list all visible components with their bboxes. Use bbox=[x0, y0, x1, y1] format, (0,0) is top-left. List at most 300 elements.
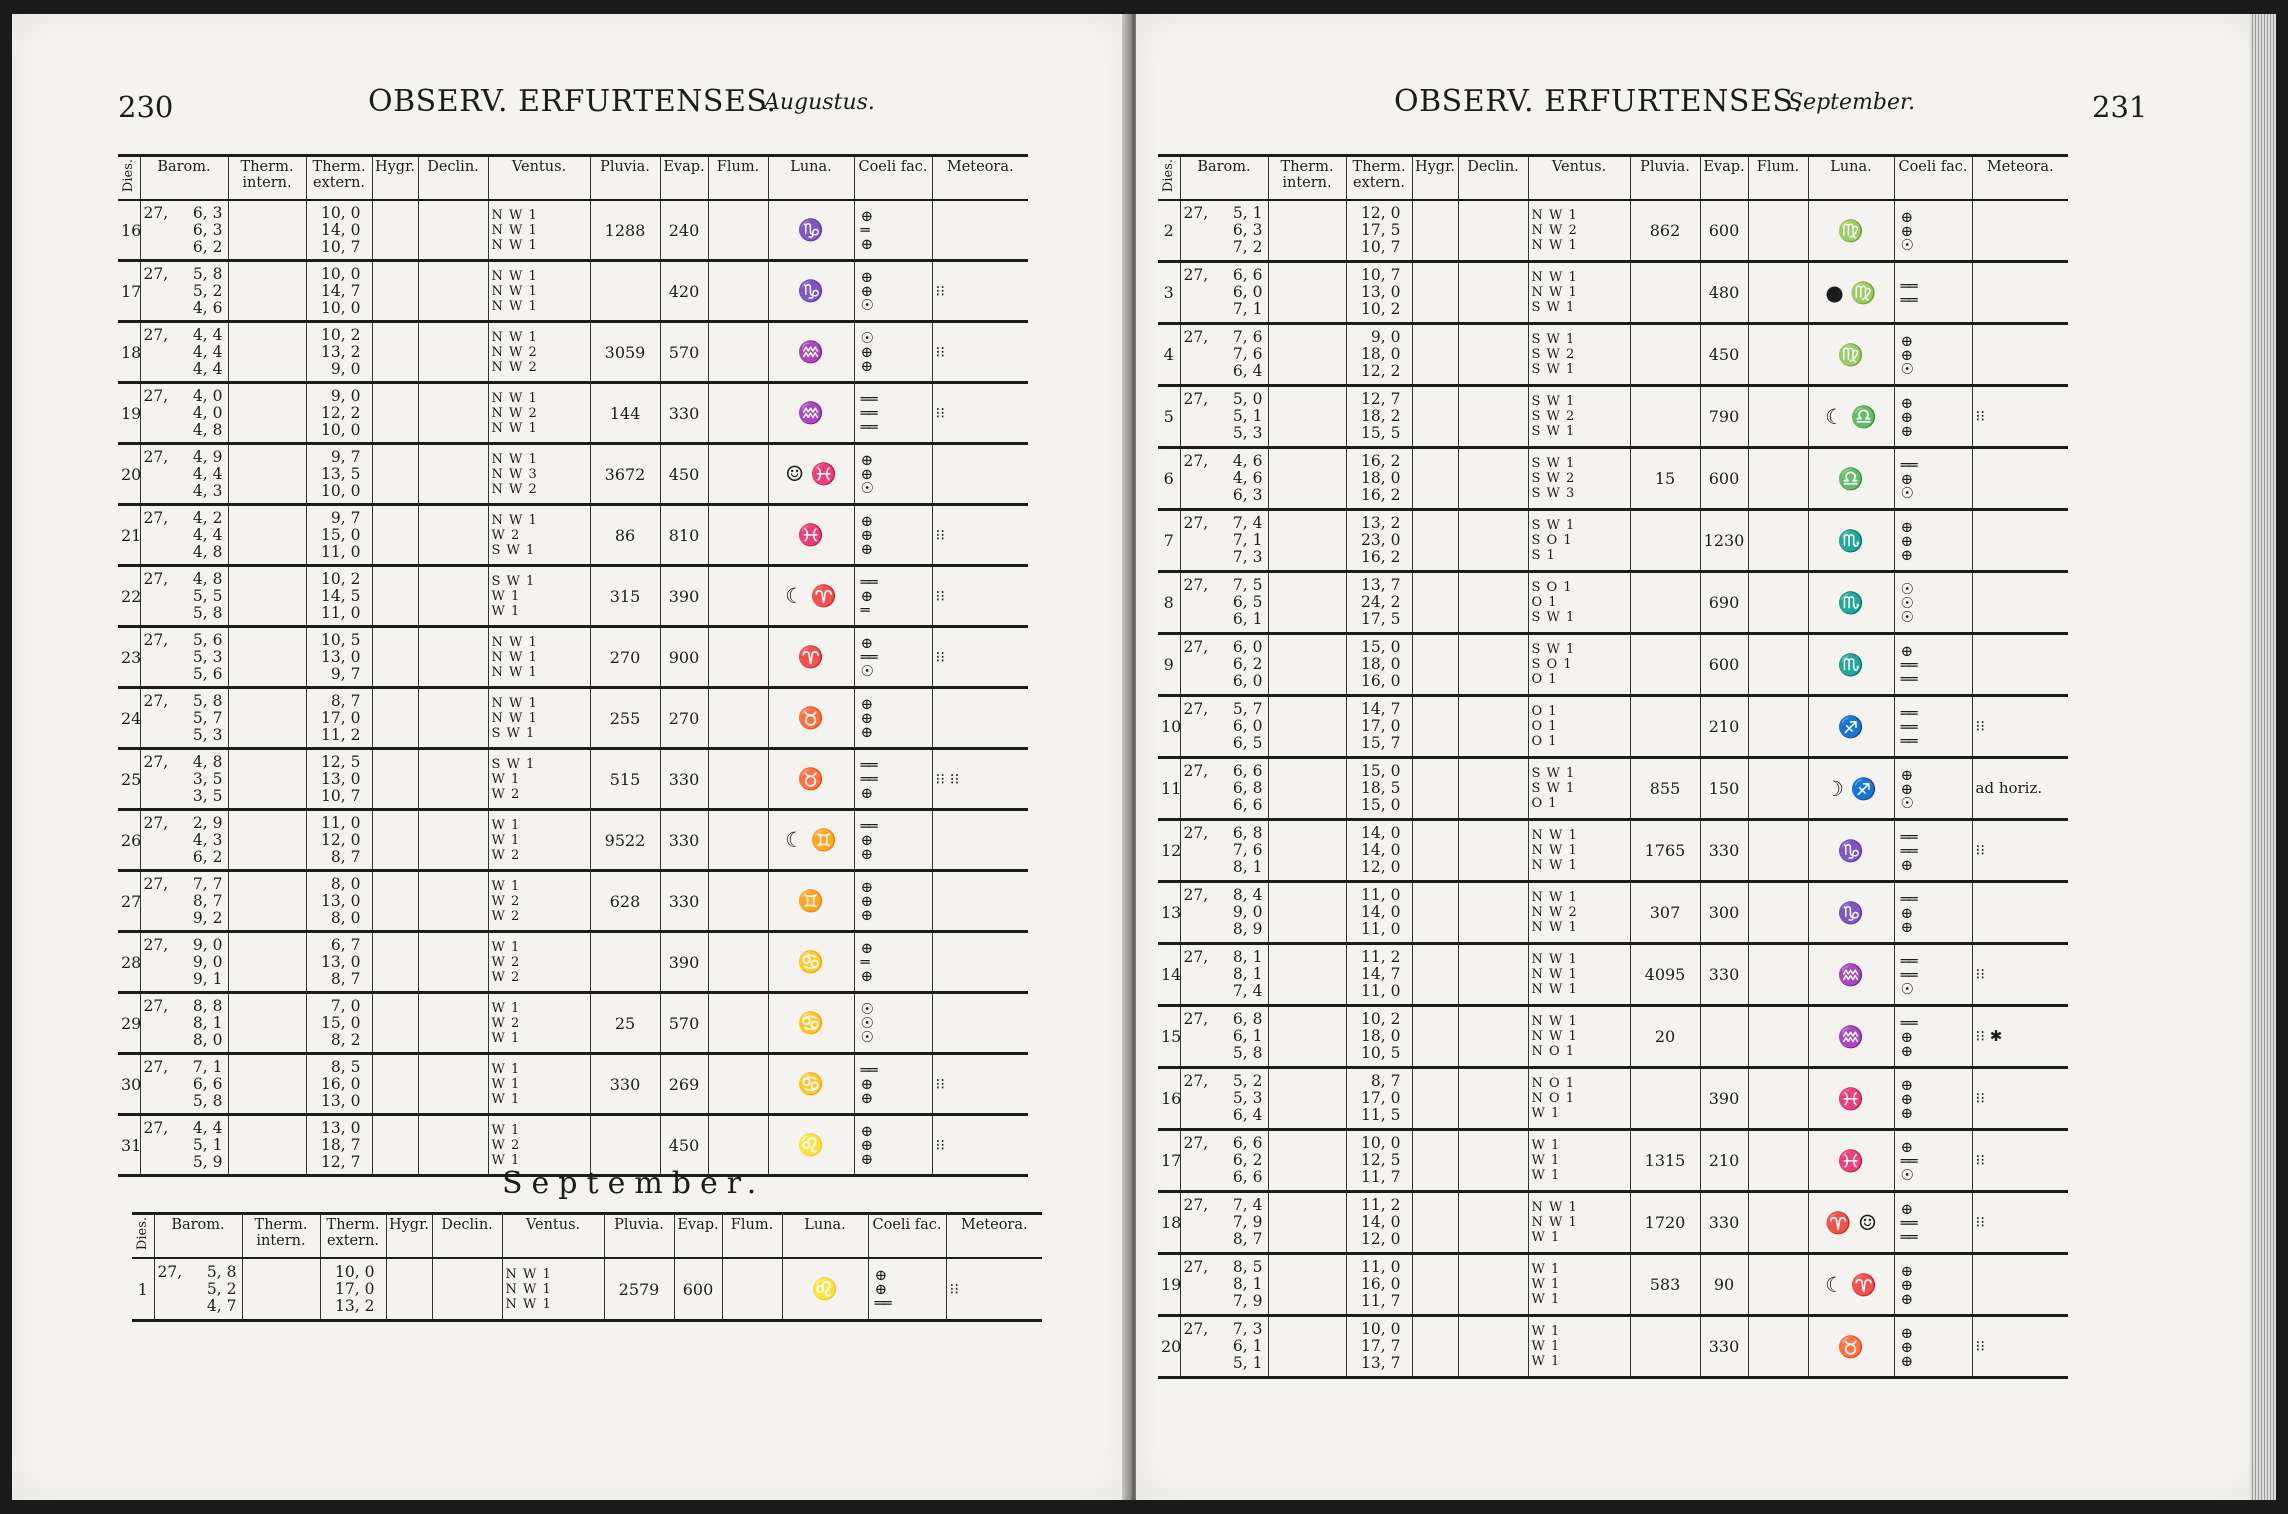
sky-symbol-icon: ⊕ bbox=[860, 878, 873, 896]
rain-value: 1288 bbox=[604, 220, 646, 240]
cell-luna bbox=[1808, 448, 1894, 510]
column-header-dies bbox=[118, 156, 140, 201]
barom-inches: 27, bbox=[143, 996, 169, 1015]
page-number: 230 bbox=[118, 90, 174, 124]
cell-pluvia bbox=[590, 810, 660, 871]
cell-ventus bbox=[1528, 1316, 1630, 1378]
cell-luna bbox=[768, 1054, 854, 1115]
moon-sign-icon: ♐ bbox=[1837, 714, 1865, 739]
cell-therm_intern bbox=[228, 200, 306, 261]
cell-evap bbox=[660, 322, 708, 383]
day-number: 28 bbox=[121, 952, 142, 972]
cell-meteora bbox=[932, 810, 1028, 871]
rain-value: 86 bbox=[614, 525, 636, 545]
sky-symbol-icon: ══ bbox=[860, 404, 877, 422]
column-header-label: Ventus. bbox=[525, 1217, 581, 1233]
sky-symbol-icon: ⊕ bbox=[860, 634, 873, 652]
evaporation-value: 90 bbox=[1713, 1275, 1735, 1294]
cell-coeli bbox=[854, 1115, 932, 1176]
wind-value: S W 2 bbox=[1531, 347, 1576, 362]
cell-coeli bbox=[854, 1054, 932, 1115]
cell-declin bbox=[1458, 262, 1528, 324]
sky-symbol-icon: ══ bbox=[1900, 731, 1917, 750]
cell-therm_extern bbox=[1346, 1068, 1412, 1130]
sky-symbol-icon: ══ bbox=[1900, 703, 1917, 722]
therm-value: 12, 7 bbox=[321, 1152, 361, 1171]
cell-meteora bbox=[932, 1054, 1028, 1115]
cell-ventus bbox=[488, 261, 590, 322]
therm-value: 11, 5 bbox=[1361, 1106, 1401, 1124]
column-header-pluvia bbox=[590, 156, 660, 201]
barom-value: 4, 4 bbox=[192, 359, 223, 378]
column-header-therm_extern bbox=[320, 1214, 386, 1259]
cell-pluvia bbox=[1630, 324, 1700, 386]
sky-symbol-icon: ⊕ bbox=[1900, 855, 1913, 874]
cell-barom bbox=[140, 627, 228, 688]
rain-value: 1765 bbox=[1644, 841, 1686, 860]
cell-meteora bbox=[1972, 262, 2068, 324]
barom-value: 8, 1 bbox=[1232, 948, 1263, 966]
cell-meteora bbox=[1972, 200, 2068, 262]
cell-therm_intern bbox=[228, 566, 306, 627]
cell-evap bbox=[660, 871, 708, 932]
cell-therm_intern bbox=[1268, 696, 1346, 758]
cell-therm_extern bbox=[1346, 758, 1412, 820]
sky-symbol-icon: ☉ bbox=[860, 1028, 873, 1046]
barom-value: 6, 6 bbox=[1232, 1168, 1263, 1186]
table-row bbox=[132, 1258, 1042, 1321]
column-header-label: Pluvia. bbox=[600, 159, 650, 175]
cell-therm_extern bbox=[1346, 1006, 1412, 1068]
cell-barom bbox=[1180, 1192, 1268, 1254]
sky-symbol-icon: ══ bbox=[1900, 669, 1917, 688]
column-header-label: Therm. intern. bbox=[240, 159, 294, 191]
cell-declin bbox=[1458, 448, 1528, 510]
sky-symbol-icon: ⊕ bbox=[860, 709, 873, 727]
cell-barom bbox=[1180, 510, 1268, 572]
cell-ventus bbox=[488, 871, 590, 932]
column-header-dies bbox=[132, 1214, 154, 1259]
table-row bbox=[1158, 820, 2068, 882]
evaporation-value: 330 bbox=[668, 830, 700, 850]
therm-value: 14, 5 bbox=[321, 586, 361, 605]
column-header-label: Flum. bbox=[716, 159, 760, 175]
therm-value: 11, 0 bbox=[321, 813, 361, 832]
cell-declin bbox=[418, 688, 488, 749]
wind-value: N O 1 bbox=[1531, 1091, 1576, 1106]
wind-value: N W 1 bbox=[491, 268, 538, 284]
wind-value: W 1 bbox=[1531, 1324, 1561, 1339]
cell-luna bbox=[768, 993, 854, 1054]
therm-value: 8, 7 bbox=[330, 691, 361, 710]
evaporation-value: 600 bbox=[1708, 221, 1740, 240]
barom-value: 6, 0 bbox=[1232, 283, 1263, 301]
cell-pluvia bbox=[1630, 200, 1700, 262]
column-header-evap bbox=[660, 156, 708, 201]
cell-therm_extern bbox=[306, 444, 372, 505]
table-row bbox=[1158, 1316, 2068, 1378]
barom-value: 9, 0 bbox=[1232, 903, 1263, 921]
therm-value: 13, 2 bbox=[321, 342, 361, 361]
barom-value: 4, 2 bbox=[192, 508, 223, 527]
wind-value: N W 1 bbox=[505, 1296, 552, 1312]
wind-value: N W 1 bbox=[491, 237, 538, 253]
wind-value: N W 3 bbox=[491, 466, 538, 482]
therm-value: 17, 7 bbox=[1361, 1337, 1401, 1355]
day-number: 23 bbox=[121, 647, 142, 667]
meteor-note: ⁝⁝ bbox=[935, 281, 946, 300]
column-header-luna bbox=[782, 1214, 868, 1259]
cell-pluvia bbox=[1630, 1316, 1700, 1378]
evaporation-value: 330 bbox=[668, 403, 700, 423]
therm-value: 9, 0 bbox=[330, 386, 361, 405]
cell-meteora bbox=[946, 1258, 1042, 1321]
cell-coeli bbox=[854, 505, 932, 566]
barom-value: 7, 1 bbox=[1232, 300, 1263, 318]
cell-ventus bbox=[1528, 696, 1630, 758]
cell-meteora bbox=[932, 932, 1028, 993]
barom-value: 8, 7 bbox=[1232, 1230, 1263, 1248]
rain-value: 270 bbox=[609, 647, 641, 667]
cell-coeli bbox=[854, 261, 932, 322]
cell-luna bbox=[768, 200, 854, 261]
cell-therm_intern bbox=[228, 810, 306, 871]
moon-sign-icon: ♉ bbox=[797, 767, 825, 791]
rain-value: 855 bbox=[1649, 779, 1681, 798]
therm-value: 12, 0 bbox=[1361, 204, 1401, 222]
observation-table bbox=[118, 154, 1028, 1177]
cell-declin bbox=[1458, 634, 1528, 696]
barom-inches: 27, bbox=[1183, 1196, 1209, 1214]
barom-value: 5, 8 bbox=[192, 264, 223, 283]
therm-value: 13, 0 bbox=[321, 952, 361, 971]
page-title: OBSERV. ERFURTENSES. bbox=[1394, 84, 1803, 119]
therm-value: 18, 7 bbox=[321, 1135, 361, 1154]
wind-value: N W 1 bbox=[1531, 858, 1578, 873]
barom-value: 4, 0 bbox=[192, 386, 223, 405]
cell-barom bbox=[140, 688, 228, 749]
cell-ventus bbox=[488, 749, 590, 810]
sky-symbol-icon: ⊕ bbox=[860, 967, 873, 985]
barom-inches: 27, bbox=[143, 813, 169, 832]
meteor-note: ⁝⁝ bbox=[935, 1074, 946, 1093]
cell-coeli bbox=[868, 1258, 946, 1321]
therm-value: 17, 0 bbox=[335, 1279, 375, 1298]
barom-inches: 27, bbox=[1183, 452, 1209, 470]
barom-value: 5, 3 bbox=[1232, 424, 1263, 442]
cell-flum bbox=[1748, 262, 1808, 324]
cell-meteora bbox=[932, 566, 1028, 627]
cell-hygr bbox=[372, 993, 418, 1054]
evaporation-value: 330 bbox=[668, 891, 700, 911]
cell-luna bbox=[1808, 1006, 1894, 1068]
cell-pluvia bbox=[1630, 944, 1700, 1006]
table-row bbox=[1158, 758, 2068, 820]
therm-value: 17, 0 bbox=[1361, 717, 1401, 735]
cell-therm_extern bbox=[1346, 696, 1412, 758]
cell-therm_intern bbox=[1268, 1254, 1346, 1316]
cell-evap bbox=[1700, 448, 1748, 510]
cell-ventus bbox=[488, 810, 590, 871]
wind-value: W 1 bbox=[1531, 1138, 1561, 1153]
barom-inches: 27, bbox=[1183, 762, 1209, 780]
sky-symbol-icon: ⊕ bbox=[1900, 1027, 1913, 1046]
barom-inches: 27, bbox=[1183, 1258, 1209, 1276]
cell-evap bbox=[660, 627, 708, 688]
evaporation-value: 450 bbox=[668, 1135, 700, 1155]
sky-symbol-icon: ══ bbox=[1900, 1213, 1917, 1232]
cell-coeli bbox=[854, 749, 932, 810]
barom-value: 9, 0 bbox=[192, 935, 223, 954]
cell-therm_extern bbox=[1346, 1130, 1412, 1192]
sky-symbol-icon: ⊕ bbox=[1900, 345, 1913, 364]
cell-therm_extern bbox=[1346, 572, 1412, 634]
cell-therm_intern bbox=[242, 1258, 320, 1321]
sky-symbol-icon: ⊕ bbox=[860, 587, 873, 605]
cell-dies bbox=[118, 383, 140, 444]
barom-value: 8, 9 bbox=[1232, 920, 1263, 938]
column-header-label: Dies. bbox=[135, 1217, 151, 1251]
sky-symbol-icon: ☉ bbox=[860, 1014, 873, 1032]
cell-coeli bbox=[1894, 634, 1972, 696]
cell-evap bbox=[1700, 572, 1748, 634]
therm-value: 9, 7 bbox=[330, 447, 361, 466]
cell-barom bbox=[1180, 1254, 1268, 1316]
therm-value: 10, 0 bbox=[321, 420, 361, 439]
barom-value: 7, 3 bbox=[1232, 548, 1263, 566]
therm-value: 11, 0 bbox=[1361, 982, 1401, 1000]
cell-pluvia bbox=[590, 688, 660, 749]
cell-meteora bbox=[932, 993, 1028, 1054]
therm-value: 12, 7 bbox=[1361, 390, 1401, 408]
cell-luna bbox=[768, 383, 854, 444]
sky-symbol-icon: ══ bbox=[1900, 1151, 1917, 1170]
therm-value: 10, 7 bbox=[321, 237, 361, 256]
cell-meteora bbox=[1972, 1130, 2068, 1192]
cell-flum bbox=[708, 505, 768, 566]
evaporation-value: 390 bbox=[1708, 1089, 1740, 1108]
sky-symbol-icon: ☉ bbox=[1900, 359, 1913, 378]
cell-coeli bbox=[1894, 200, 1972, 262]
day-number: 24 bbox=[121, 708, 142, 728]
cell-therm_extern bbox=[1346, 1316, 1412, 1378]
column-header-label: Dies. bbox=[1161, 159, 1177, 193]
barom-inches: 27, bbox=[1183, 328, 1209, 346]
barom-value: 6, 0 bbox=[1232, 638, 1263, 656]
sky-symbol-icon: ══ bbox=[1900, 717, 1917, 736]
cell-flum bbox=[708, 566, 768, 627]
cell-pluvia bbox=[590, 505, 660, 566]
header-row bbox=[1158, 156, 2068, 201]
cell-dies bbox=[1158, 1316, 1180, 1378]
sky-symbol-icon: ⊕ bbox=[1900, 407, 1913, 426]
cell-barom bbox=[1180, 1130, 1268, 1192]
wind-value: W 1 bbox=[491, 1152, 521, 1168]
meteor-note: ⁝⁝ bbox=[1975, 1213, 1986, 1231]
column-header-label: Declin. bbox=[427, 159, 479, 175]
barom-value: 9, 2 bbox=[192, 908, 223, 927]
moon-sign-icon: ♑ bbox=[797, 279, 825, 303]
cell-ventus bbox=[488, 1054, 590, 1115]
evaporation-value: 240 bbox=[668, 220, 700, 240]
cell-pluvia bbox=[1630, 634, 1700, 696]
sky-symbol-icon: ⊕ bbox=[860, 465, 873, 483]
therm-value: 12, 5 bbox=[1361, 1151, 1401, 1169]
day-number: 18 bbox=[121, 342, 142, 362]
day-number: 7 bbox=[1163, 531, 1174, 550]
cell-dies bbox=[1158, 944, 1180, 1006]
day-number: 11 bbox=[1161, 779, 1182, 798]
table-row bbox=[118, 688, 1028, 749]
sky-symbol-icon: ══ bbox=[1900, 841, 1917, 860]
cell-barom bbox=[1180, 448, 1268, 510]
sky-symbol-icon: ══ bbox=[1900, 290, 1917, 309]
table-row bbox=[118, 505, 1028, 566]
day-number: 30 bbox=[121, 1074, 142, 1094]
sky-symbol-icon: ══ bbox=[860, 418, 877, 436]
cell-hygr bbox=[1412, 696, 1458, 758]
cell-luna bbox=[768, 1115, 854, 1176]
column-header-barom bbox=[154, 1214, 242, 1259]
barom-value: 4, 4 bbox=[192, 525, 223, 544]
cell-hygr bbox=[1412, 820, 1458, 882]
cell-barom bbox=[1180, 1316, 1268, 1378]
cell-meteora bbox=[932, 200, 1028, 261]
wind-value: W 1 bbox=[491, 1122, 521, 1138]
therm-value: 13, 5 bbox=[321, 464, 361, 483]
cell-therm_extern bbox=[1346, 1254, 1412, 1316]
sky-symbol-icon: ⊕ bbox=[1900, 779, 1913, 798]
cell-dies bbox=[1158, 572, 1180, 634]
wind-value: O 1 bbox=[1531, 719, 1558, 734]
cell-hygr bbox=[1412, 882, 1458, 944]
cell-therm_intern bbox=[228, 749, 306, 810]
therm-value: 17, 5 bbox=[1361, 610, 1401, 628]
sky-symbol-icon: ═ bbox=[860, 953, 869, 971]
cell-evap bbox=[1700, 1130, 1748, 1192]
wind-value: W 1 bbox=[1531, 1262, 1561, 1277]
rain-value: 1315 bbox=[1644, 1151, 1686, 1170]
therm-value: 11, 0 bbox=[1361, 886, 1401, 904]
barom-value: 7, 2 bbox=[1232, 238, 1263, 256]
cell-therm_extern bbox=[306, 627, 372, 688]
therm-value: 11, 0 bbox=[1361, 920, 1401, 938]
therm-value: 14, 0 bbox=[1361, 824, 1401, 842]
barom-value: 2, 9 bbox=[192, 813, 223, 832]
barom-value: 4, 8 bbox=[192, 420, 223, 439]
cell-barom bbox=[140, 1115, 228, 1176]
cell-evap bbox=[660, 932, 708, 993]
cell-dies bbox=[118, 505, 140, 566]
therm-value: 10, 7 bbox=[1361, 238, 1401, 256]
therm-value: 15, 5 bbox=[1361, 424, 1401, 442]
barom-value: 8, 1 bbox=[1232, 965, 1263, 983]
cell-hygr bbox=[1412, 1316, 1458, 1378]
wind-value: O 1 bbox=[1531, 734, 1558, 749]
column-header-label: Barom. bbox=[1197, 159, 1251, 175]
column-header-label: Luna. bbox=[1830, 159, 1872, 175]
therm-value: 10, 2 bbox=[1361, 1010, 1401, 1028]
sky-symbol-icon: ☉ bbox=[1900, 235, 1913, 254]
cell-coeli bbox=[1894, 386, 1972, 448]
cell-therm_extern bbox=[306, 749, 372, 810]
moon-sign-icon: ♒ bbox=[797, 401, 825, 425]
meteor-note: ⁝⁝ bbox=[1975, 1337, 1986, 1355]
rain-value: 315 bbox=[609, 586, 641, 606]
sky-symbol-icon: ☉ bbox=[860, 296, 873, 314]
cell-pluvia bbox=[1630, 1006, 1700, 1068]
cell-evap bbox=[660, 505, 708, 566]
column-header-label: Coeli fac. bbox=[858, 159, 928, 175]
column-header-label: Hygr. bbox=[374, 159, 416, 175]
cell-luna bbox=[768, 627, 854, 688]
cell-pluvia bbox=[590, 566, 660, 627]
cell-declin bbox=[418, 200, 488, 261]
meteor-note: ⁝⁝ bbox=[935, 525, 946, 544]
cell-evap bbox=[660, 993, 708, 1054]
barom-value: 5, 8 bbox=[192, 1091, 223, 1110]
cell-flum bbox=[1748, 1006, 1808, 1068]
cell-barom bbox=[140, 932, 228, 993]
column-header-barom bbox=[1180, 156, 1268, 201]
meteor-note: ad horiz. bbox=[1975, 779, 2043, 797]
barom-value: 5, 1 bbox=[192, 1135, 223, 1154]
sky-symbol-icon: ⊕ bbox=[1900, 1337, 1913, 1356]
cell-luna bbox=[768, 444, 854, 505]
cell-declin bbox=[1458, 882, 1528, 944]
sky-symbol-icon: ══ bbox=[1900, 889, 1917, 908]
cell-evap bbox=[1700, 1068, 1748, 1130]
day-number: 15 bbox=[1161, 1027, 1182, 1046]
sky-symbol-icon: ⊕ bbox=[860, 357, 873, 375]
cell-flum bbox=[1748, 448, 1808, 510]
barom-value: 4, 6 bbox=[1232, 469, 1263, 487]
therm-value: 11, 0 bbox=[321, 603, 361, 622]
rain-value: 15 bbox=[1654, 469, 1676, 488]
cell-barom bbox=[140, 993, 228, 1054]
cell-ventus bbox=[1528, 1192, 1630, 1254]
day-number: 2 bbox=[1163, 221, 1174, 240]
moon-sign-icon: ♏ bbox=[1837, 590, 1865, 615]
cell-meteora bbox=[932, 505, 1028, 566]
wind-value: N W 1 bbox=[491, 512, 538, 528]
cell-therm_extern bbox=[306, 993, 372, 1054]
barom-inches: 27, bbox=[143, 569, 169, 588]
page-edges bbox=[2250, 14, 2276, 1500]
barom-inches: 27, bbox=[143, 874, 169, 893]
cell-hygr bbox=[372, 1115, 418, 1176]
therm-value: 13, 0 bbox=[321, 891, 361, 910]
day-number: 21 bbox=[121, 525, 142, 545]
cell-coeli bbox=[854, 200, 932, 261]
sky-symbol-icon: ⊕ bbox=[1900, 1323, 1913, 1342]
cell-therm_extern bbox=[306, 261, 372, 322]
day-number: 9 bbox=[1163, 655, 1174, 674]
wind-value: N W 1 bbox=[1531, 208, 1578, 223]
meteor-note: ⁝⁝ bbox=[1975, 841, 1986, 859]
cell-declin bbox=[1458, 200, 1528, 262]
therm-value: 18, 0 bbox=[1361, 469, 1401, 487]
wind-value: S O 1 bbox=[1531, 533, 1573, 548]
moon-sign-icon: ♒ bbox=[797, 340, 825, 364]
column-header-label: Coeli fac. bbox=[1898, 159, 1968, 175]
wind-value: W 1 bbox=[491, 771, 521, 787]
observation-table bbox=[1158, 154, 2068, 1379]
cell-pluvia bbox=[590, 871, 660, 932]
cell-therm_intern bbox=[1268, 944, 1346, 1006]
cell-dies bbox=[118, 444, 140, 505]
cell-hygr bbox=[372, 505, 418, 566]
